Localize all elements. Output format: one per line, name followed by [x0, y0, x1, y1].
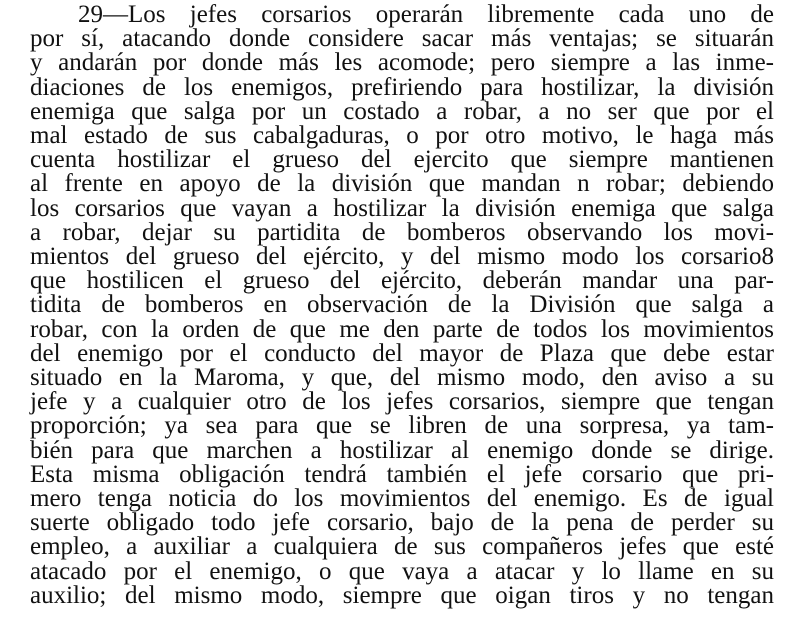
text-line: suerte obligado todo jefe corsario, bajo de la pena de perder su	[30, 509, 774, 537]
text-line: Esta misma obligación tendrá también el jefe corsario que pri-	[30, 460, 774, 488]
text-line: proporción; ya sea para que se libren de una sorpresa, ya tam-	[30, 412, 774, 440]
text-line: robar, con la orden de que me den parte de todos los movimientos	[30, 315, 774, 343]
text-line: al frente en apoyo de la división que mandan n robar; debiendo	[30, 170, 774, 198]
text-line: enemiga que salga por un costado a robar, a no ser que por el	[30, 97, 774, 125]
text-line: los corsarios que vayan a hostilizar la división enemiga que salga	[30, 194, 774, 222]
text-line: y andarán por donde más les acomode; pero siempre a las inme-	[30, 49, 774, 77]
text-line: atacado por el enemigo, o que vaya a atacar y lo llame en su	[30, 557, 774, 585]
text-line: que hostilicen el grueso del ejército, deberán mandar una par-	[30, 267, 774, 295]
text-line: a robar, dejar su partidita de bomberos observando los movi-	[30, 218, 774, 246]
text-line: mal estado de sus cabalgaduras, o por otro motivo, le haga más	[30, 122, 774, 150]
text-line: 29—Los jefes corsarios operarán libremente cada uno de	[78, 1, 774, 28]
text-line: mientos del grueso del ejército, y del mismo modo los corsario8	[30, 243, 774, 271]
text-line: diaciones de los enemigos, prefiriendo para hostilizar, la división	[30, 73, 774, 101]
text-line: del enemigo por el conducto del mayor de Plaza que debe estar	[30, 339, 774, 367]
text-line: por sí, atacando donde considere sacar más ventajas; se situarán	[30, 25, 774, 53]
body-paragraph	[30, 3, 774, 608]
text-line: bién para que marchen a hostilizar al enemigo donde se dirige.	[30, 436, 774, 464]
text-line: situado en la Maroma, y que, del mismo modo, den aviso a su	[30, 364, 774, 392]
text-line: cuenta hostilizar el grueso del ejercito que siempre mantienen	[30, 146, 774, 174]
text-line: jefe y a cualquier otro de los jefes corsarios, siempre que tengan	[30, 388, 774, 416]
text-line: mero tenga noticia do los movimientos del enemigo. Es de igual	[30, 485, 774, 513]
text-line: auxilio; del mismo modo, siempre que oigan tiros y no tengan	[30, 581, 774, 609]
text-line: empleo, a auxiliar a cualquiera de sus compañeros jefes que esté	[30, 533, 774, 561]
text-line: tidita de bomberos en observación de la División que salga a	[30, 291, 774, 319]
